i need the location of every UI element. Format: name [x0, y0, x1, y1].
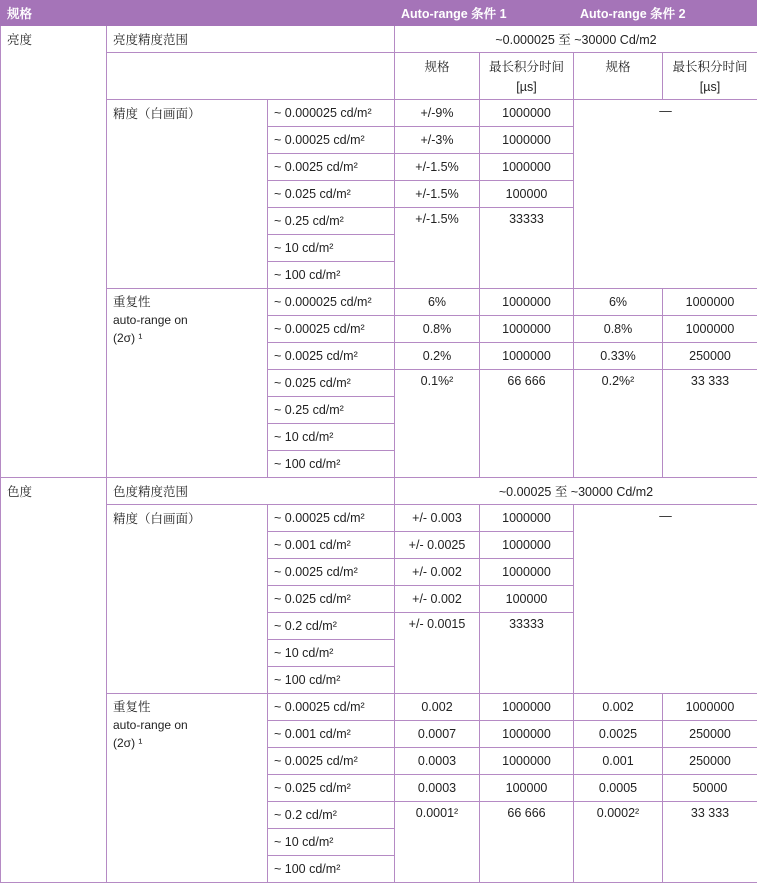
- luminance-range-label: 亮度精度范围: [107, 26, 395, 53]
- level-cell: ~ 0.00025 cd/m²: [268, 127, 395, 154]
- spec2-cell: 0.0025: [574, 721, 663, 748]
- table-header-row: [1, 1, 757, 26]
- time1-cell: 66 666: [480, 370, 574, 478]
- subheader-spec2: 规格: [574, 53, 663, 100]
- time2-cell: 250000: [663, 721, 757, 748]
- spec1-cell: +/-1.5%: [395, 208, 480, 289]
- level-cell: ~ 100 cd/m²: [268, 667, 395, 694]
- spec1-cell: +/-1.5%: [395, 154, 480, 181]
- luminance-repeatability-sub2: (2σ) ¹: [113, 331, 143, 345]
- header-cond1: Auto-range 条件 1: [395, 1, 574, 26]
- level-cell: ~ 100 cd/m²: [268, 262, 395, 289]
- level-cell: ~ 0.001 cd/m²: [268, 721, 395, 748]
- chromaticity-range-row: [1, 478, 757, 505]
- table-row: [1, 505, 757, 532]
- time1-cell: 1000000: [480, 694, 574, 721]
- luminance-repeatability-label: [107, 289, 268, 478]
- time1-cell: 1000000: [480, 154, 574, 181]
- time1-cell: 1000000: [480, 100, 574, 127]
- header-cond2: Auto-range 条件 2: [574, 1, 757, 26]
- time2-cell: 50000: [663, 775, 757, 802]
- luminance-subheader-row: [1, 53, 757, 100]
- level-cell: ~ 0.025 cd/m²: [268, 586, 395, 613]
- spec2-cell: 0.0005: [574, 775, 663, 802]
- spec2-cell: 0.002: [574, 694, 663, 721]
- time2-cell: 1000000: [663, 694, 757, 721]
- level-cell: ~ 0.00025 cd/m²: [268, 316, 395, 343]
- time1-cell: 1000000: [480, 505, 574, 532]
- chromaticity-repeatability-title: 重复性: [113, 700, 151, 714]
- luminance-repeatability-sub1: auto-range on: [113, 313, 188, 327]
- luminance-category: 亮度: [1, 26, 107, 478]
- level-cell: ~ 0.25 cd/m²: [268, 208, 395, 235]
- chromaticity-accuracy-cond2: —: [574, 505, 757, 694]
- subheader-time2: 最长积分时间 [µs]: [663, 53, 757, 100]
- chromaticity-range-label: 色度精度范围: [107, 478, 395, 505]
- time1-cell: 33333: [480, 208, 574, 289]
- luminance-accuracy-label: 精度（白画面）: [107, 100, 268, 289]
- luminance-repeatability-title: 重复性: [113, 295, 151, 309]
- level-cell: ~ 10 cd/m²: [268, 424, 395, 451]
- level-cell: ~ 0.0025 cd/m²: [268, 343, 395, 370]
- spec2-cell: 6%: [574, 289, 663, 316]
- time1-cell: 1000000: [480, 532, 574, 559]
- spec1-cell: +/- 0.003: [395, 505, 480, 532]
- subheader-spec1: 规格: [395, 53, 480, 100]
- level-cell: ~ 0.00025 cd/m²: [268, 694, 395, 721]
- level-cell: ~ 0.000025 cd/m²: [268, 289, 395, 316]
- time1-cell: 1000000: [480, 316, 574, 343]
- time1-cell: 66 666: [480, 802, 574, 883]
- table-row: [1, 289, 757, 316]
- time1-cell: 1000000: [480, 127, 574, 154]
- chromaticity-repeatability-sub2: (2σ) ¹: [113, 736, 143, 750]
- luminance-accuracy-cond2: —: [574, 100, 757, 289]
- luminance-subheader-blank: [107, 53, 395, 100]
- spec1-cell: +/- 0.002: [395, 586, 480, 613]
- level-cell: ~ 0.25 cd/m²: [268, 397, 395, 424]
- spec1-cell: +/- 0.0015: [395, 613, 480, 694]
- table-row: [1, 694, 757, 721]
- spec2-cell: 0.8%: [574, 316, 663, 343]
- chromaticity-repeatability-label: [107, 694, 268, 883]
- spec1-cell: +/- 0.002: [395, 559, 480, 586]
- spec1-cell: 0.0003: [395, 748, 480, 775]
- time2-cell: 1000000: [663, 316, 757, 343]
- spec1-cell: +/-3%: [395, 127, 480, 154]
- level-cell: ~ 0.0025 cd/m²: [268, 154, 395, 181]
- level-cell: ~ 10 cd/m²: [268, 640, 395, 667]
- level-cell: ~ 0.2 cd/m²: [268, 613, 395, 640]
- spec1-cell: 0.0007: [395, 721, 480, 748]
- spec1-cell: 6%: [395, 289, 480, 316]
- level-cell: ~ 0.0025 cd/m²: [268, 748, 395, 775]
- spec1-cell: 0.1%²: [395, 370, 480, 478]
- spec2-cell: 0.33%: [574, 343, 663, 370]
- spec1-cell: 0.002: [395, 694, 480, 721]
- spec1-cell: +/-1.5%: [395, 181, 480, 208]
- time1-cell: 100000: [480, 181, 574, 208]
- chromaticity-range-value: ~0.00025 至 ~30000 Cd/m2: [395, 478, 757, 505]
- spec1-cell: +/-9%: [395, 100, 480, 127]
- time1-cell: 1000000: [480, 721, 574, 748]
- chromaticity-category: 色度: [1, 478, 107, 883]
- level-cell: ~ 0.00025 cd/m²: [268, 505, 395, 532]
- time1-cell: 1000000: [480, 343, 574, 370]
- level-cell: ~ 0.025 cd/m²: [268, 370, 395, 397]
- subheader-time1: 最长积分时间 [µs]: [480, 53, 574, 100]
- header-spec: 规格: [1, 1, 395, 26]
- chromaticity-accuracy-label: 精度（白画面）: [107, 505, 268, 694]
- level-cell: ~ 100 cd/m²: [268, 451, 395, 478]
- luminance-range-value: ~0.000025 至 ~30000 Cd/m2: [395, 26, 757, 53]
- spec2-cell: 0.001: [574, 748, 663, 775]
- spec1-cell: 0.0001²: [395, 802, 480, 883]
- time2-cell: 33 333: [663, 370, 757, 478]
- spec1-cell: 0.0003: [395, 775, 480, 802]
- time1-cell: 33333: [480, 613, 574, 694]
- time1-cell: 100000: [480, 586, 574, 613]
- time1-cell: 1000000: [480, 559, 574, 586]
- level-cell: ~ 0.025 cd/m²: [268, 181, 395, 208]
- spec2-cell: 0.0002²: [574, 802, 663, 883]
- time2-cell: 250000: [663, 748, 757, 775]
- level-cell: ~ 0.2 cd/m²: [268, 802, 395, 829]
- level-cell: ~ 0.0025 cd/m²: [268, 559, 395, 586]
- time1-cell: 100000: [480, 775, 574, 802]
- spec2-cell: 0.2%²: [574, 370, 663, 478]
- level-cell: ~ 0.001 cd/m²: [268, 532, 395, 559]
- time1-cell: 1000000: [480, 289, 574, 316]
- time2-cell: 250000: [663, 343, 757, 370]
- level-cell: ~ 0.025 cd/m²: [268, 775, 395, 802]
- spec1-cell: 0.8%: [395, 316, 480, 343]
- table-row: [1, 100, 757, 127]
- spec1-cell: 0.2%: [395, 343, 480, 370]
- level-cell: ~ 10 cd/m²: [268, 829, 395, 856]
- spec1-cell: +/- 0.0025: [395, 532, 480, 559]
- level-cell: ~ 100 cd/m²: [268, 856, 395, 883]
- level-cell: ~ 10 cd/m²: [268, 235, 395, 262]
- time2-cell: 33 333: [663, 802, 757, 883]
- luminance-range-row: [1, 26, 757, 53]
- level-cell: ~ 0.000025 cd/m²: [268, 100, 395, 127]
- chromaticity-repeatability-sub1: auto-range on: [113, 718, 188, 732]
- time2-cell: 1000000: [663, 289, 757, 316]
- time1-cell: 1000000: [480, 748, 574, 775]
